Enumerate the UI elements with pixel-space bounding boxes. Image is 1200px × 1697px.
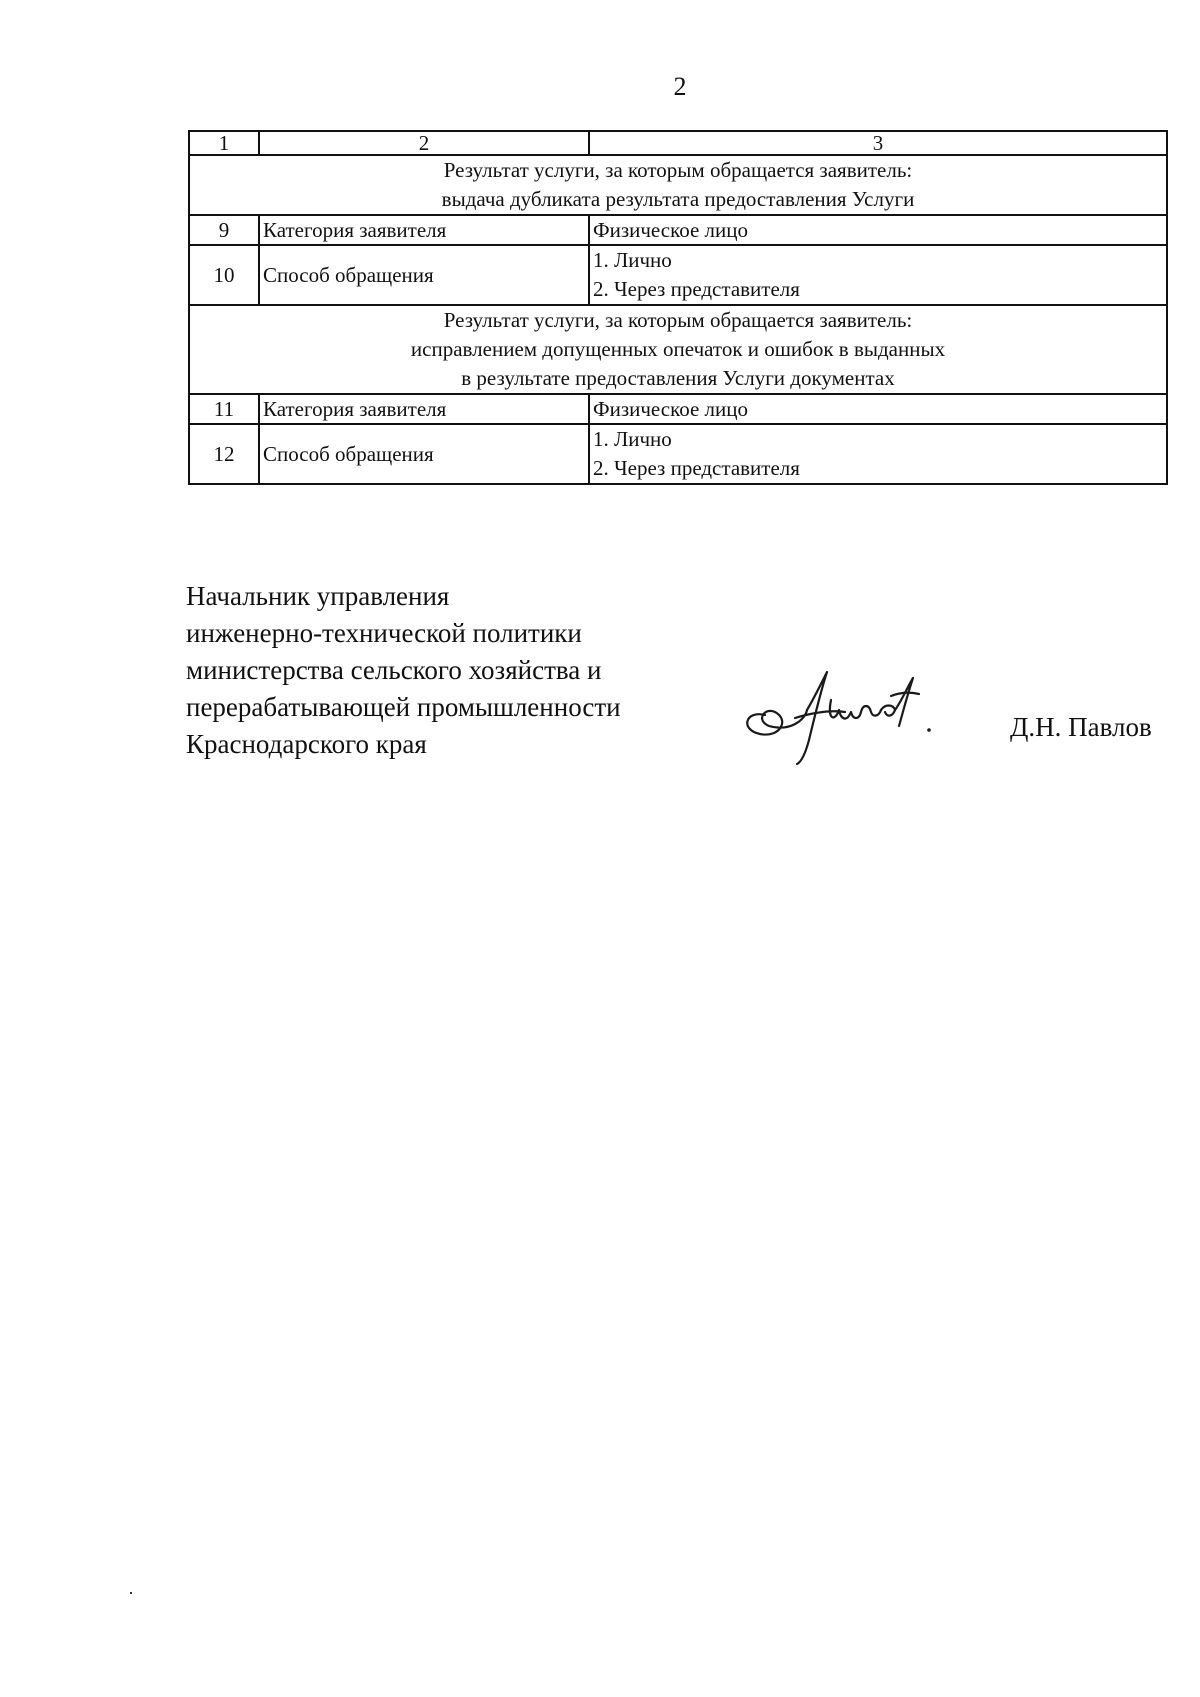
- scan-speck: [130, 1592, 132, 1594]
- section-title-row: [189, 155, 1167, 215]
- row-number: 10: [189, 245, 259, 305]
- table-row: [189, 215, 1167, 245]
- signer-position-line: министерства сельского хозяйства и: [186, 655, 602, 685]
- row-value-line: 2. Через представителя: [593, 456, 800, 480]
- header-col-1: 1: [189, 131, 259, 155]
- services-table: [188, 130, 1168, 485]
- section-title-line: выдача дубликата результата предоставления Услуги: [441, 187, 915, 211]
- section-title-line: Результат услуги, за которым обращается заявитель:: [443, 158, 913, 182]
- row-label: Способ обращения: [259, 245, 589, 305]
- row-value-line: 1. Лично: [593, 248, 672, 272]
- section-title: [189, 155, 1167, 215]
- row-label: Способ обращения: [259, 424, 589, 484]
- row-value: [589, 424, 1167, 484]
- section-title-line: исправлением допущенных опечаток и ошибок в выданных: [410, 337, 946, 361]
- signer-position-line: перерабатывающей промышленности: [186, 692, 621, 722]
- row-label: Категория заявителя: [259, 215, 589, 245]
- page-number: 2: [673, 72, 687, 101]
- signer-position-line: Начальник управления: [186, 581, 450, 611]
- row-value-line: 2. Через представителя: [593, 277, 800, 301]
- signer-position-line: Краснодарского края: [186, 729, 427, 759]
- row-value: Физическое лицо: [589, 394, 1167, 424]
- section-title-line: в результате предоставления Услуги документах: [461, 366, 895, 390]
- header-col-2: 2: [259, 131, 589, 155]
- row-number: 9: [189, 215, 259, 245]
- signer-position: [186, 578, 621, 763]
- table-row: [189, 394, 1167, 424]
- row-number: 11: [189, 394, 259, 424]
- section-title-line: Результат услуги, за которым обращается заявитель:: [443, 308, 913, 332]
- table-header-row: [189, 131, 1167, 155]
- section-title: [189, 305, 1167, 394]
- signer-name: Д.Н. Павлов: [1010, 712, 1152, 742]
- header-col-3: 3: [589, 131, 1167, 155]
- row-value: [589, 245, 1167, 305]
- table-row: [189, 245, 1167, 305]
- table-row: [189, 424, 1167, 484]
- row-label: Категория заявителя: [259, 394, 589, 424]
- row-value: Физическое лицо: [589, 215, 1167, 245]
- row-number: 12: [189, 424, 259, 484]
- row-value-line: 1. Лично: [593, 427, 672, 451]
- section-title-row: [189, 305, 1167, 394]
- signer-position-line: инженерно-технической политики: [186, 618, 582, 648]
- handwritten-signature: [735, 660, 935, 770]
